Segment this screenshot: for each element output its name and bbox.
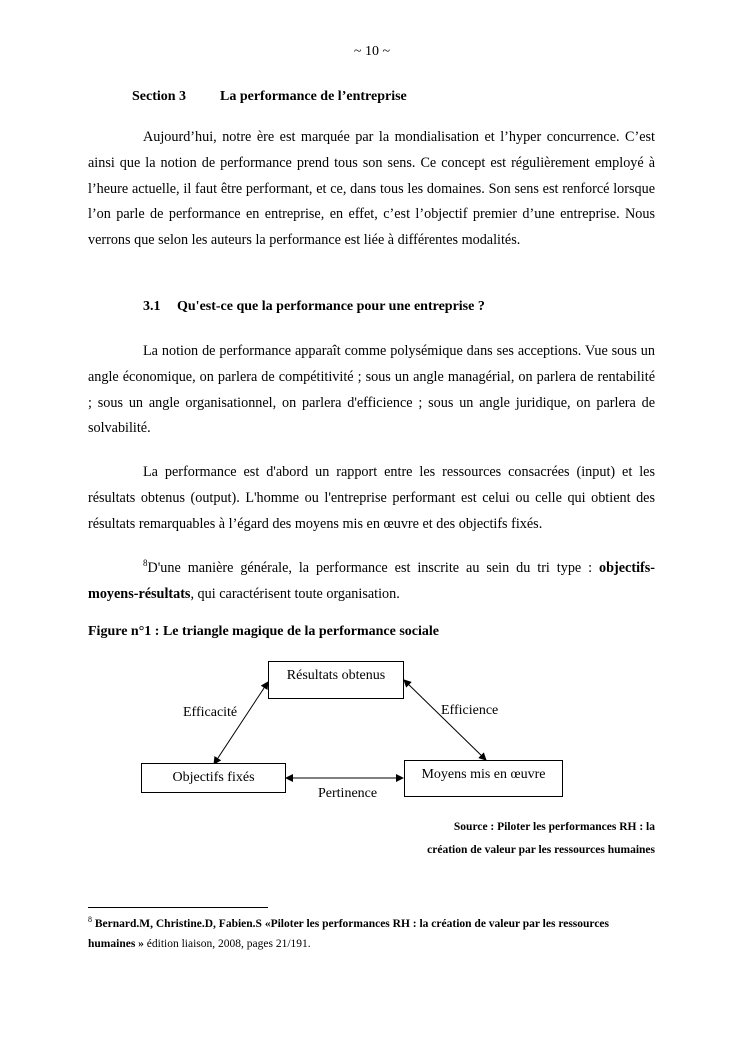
edge-label-pertinence: Pertinence	[318, 786, 378, 801]
node-moyens-mis-en-oeuvre: Moyens mis en œuvre	[404, 760, 563, 797]
node-resultats-obtenus: Résultats obtenus	[268, 661, 404, 699]
paragraph-text-end: , qui caractérisent toute organisation.	[190, 585, 400, 602]
edge-label-efficacite: Efficacité	[183, 705, 238, 720]
section-title: La performance de l’entreprise	[220, 89, 407, 104]
figure-caption: Figure n°1 : Le triangle magique de la performance sociale	[88, 624, 440, 639]
arrow-efficacite	[214, 682, 268, 764]
footnote-number: 8	[88, 915, 92, 924]
intro-text: Aujourd’hui, notre ère est marquée par la mondialisation et l’hyper concurrence. C’est ainsi que la notion de performance prend tous son sens. Ce concept est régulièrement employé à l’heure actuelle, il faut être performant, et ce, dans tous les domaines. Son sens est renforcé lorsque l’on parle de performance en entreprise, en effet, c’est l’objectif premier d’une entreprise. Nous verrons que selon les auteurs la performance est liée à différentes modalités.	[88, 129, 655, 249]
footnote-citation: Bernard.M, Christine.D, Fabien.S «Piloter les performances RH : la création de valeur par les ressources humaines »	[88, 918, 610, 950]
footnote-edition: édition liaison, 2008, pages 21/191.	[143, 938, 311, 950]
paragraph-text: D'une manière générale, la performance est inscrite au sein du tri type :	[147, 560, 600, 576]
footnote-separator	[88, 907, 268, 908]
arrow-efficience	[404, 680, 486, 760]
paragraph-text: La notion de performance apparaît comme polysémique dans ses acceptions. Vue sous un angle économique, on parlera de compétitivité ; sous un angle managérial, on parlera de rentabilité ; sous un angle organisationnel, on parlera d'efficience ; sous un angle juridique, on parlera de solvabilité.	[88, 343, 655, 437]
figure-source-line-1: Source : Piloter les performances RH : la	[453, 821, 655, 833]
node-objectifs-fixes: Objectifs fixés	[141, 763, 286, 793]
page-number: ~ 10 ~	[353, 44, 391, 59]
subsection-number: 3.1	[143, 299, 161, 314]
paragraph-bold-term: objectifs-moyens-résultats	[88, 560, 655, 602]
footnote-ref: 8	[143, 558, 148, 568]
figure-source-line-2: création de valeur par les ressources humaines	[427, 844, 655, 856]
section-number: Section 3	[132, 89, 187, 104]
subsection-title: Qu'est-ce que la performance pour une entreprise ?	[177, 299, 485, 314]
edge-label-efficience: Efficience	[441, 703, 499, 718]
footnote	[88, 914, 648, 954]
paragraph-text: La performance est d'abord un rapport entre les ressources consacrées (input) et les résultats obtenus (output). L'homme ou l'entreprise performant est celui ou celle qui obtient des résultats remarquables à l’égard des moyens mis en œuvre et des objectifs fixés.	[88, 464, 655, 532]
